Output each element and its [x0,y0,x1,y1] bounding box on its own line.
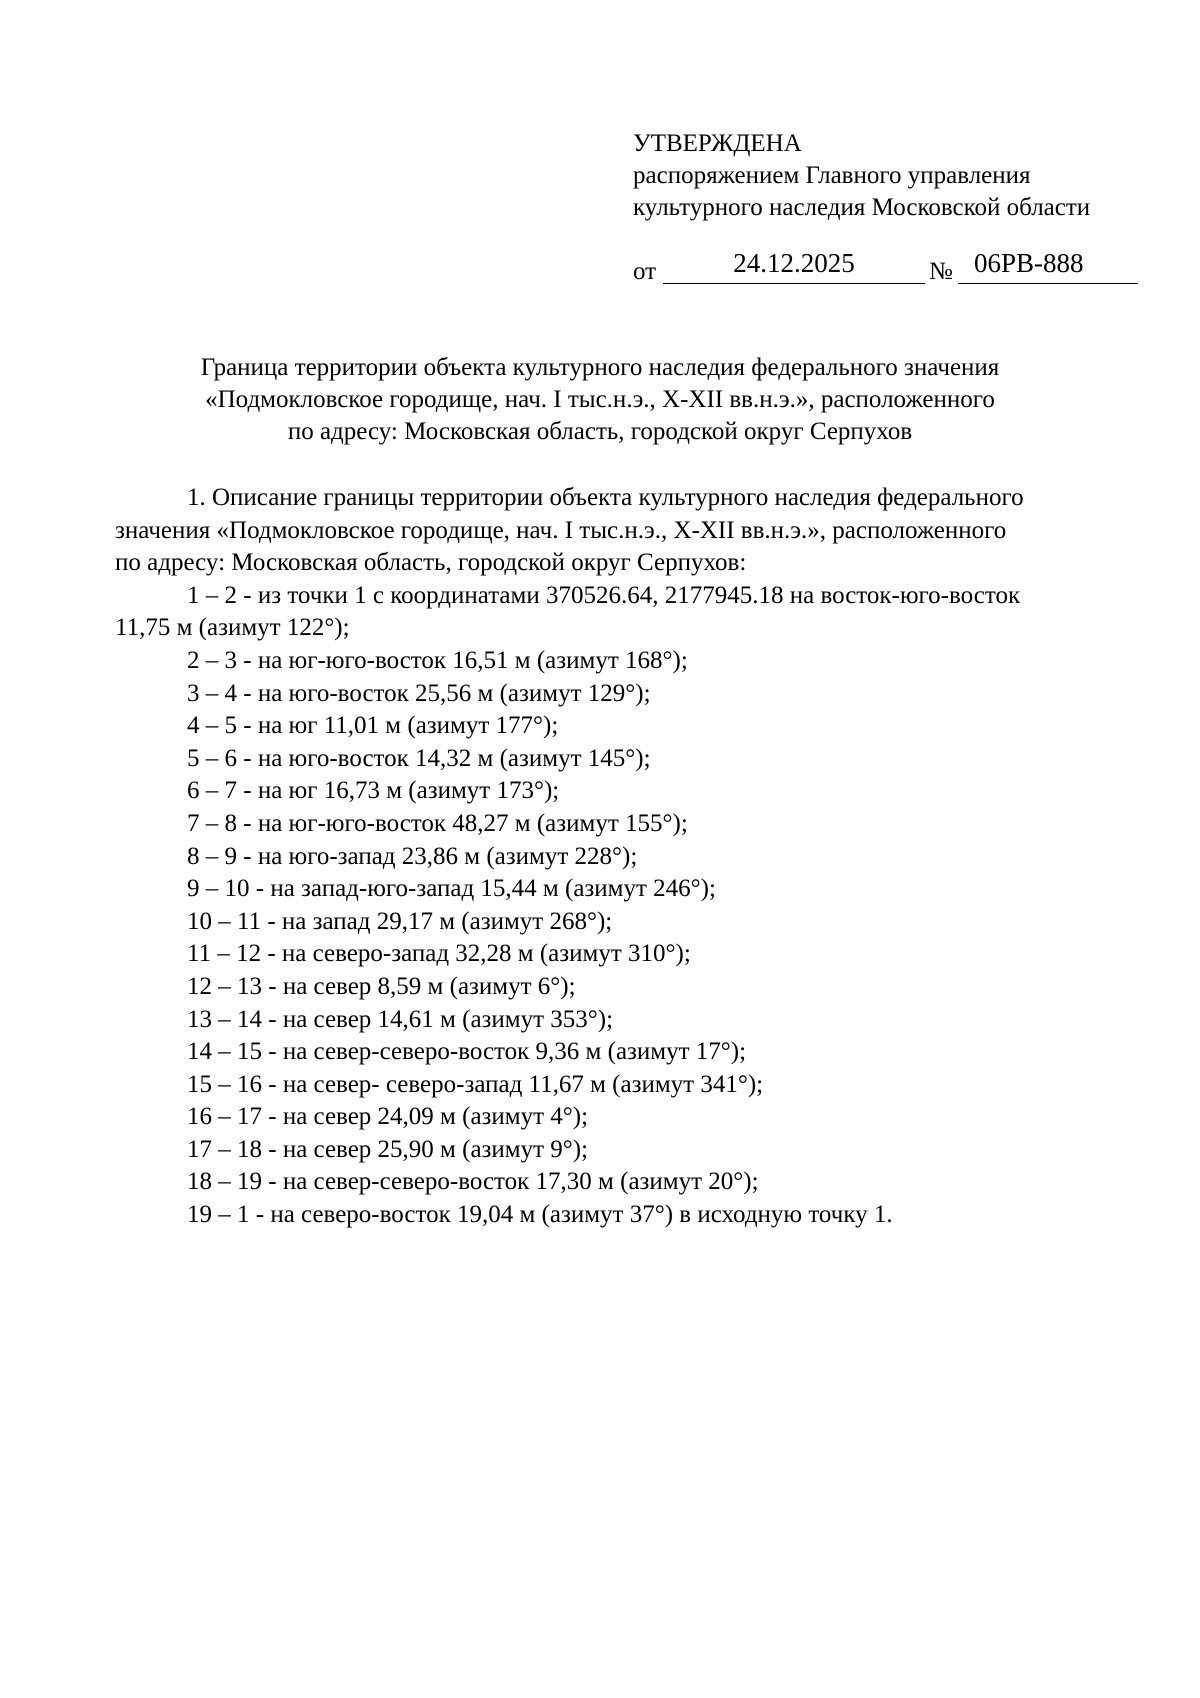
segment-line: 16 – 17 - на север 24,09 м (азимут 4°); [187,1103,589,1131]
segment-line: 10 – 11 - на запад 29,17 м (азимут 268°); [187,907,613,935]
segment-line: 14 – 15 - на север-северо-восток 9,36 м (азимут 17°); [187,1038,747,1066]
boundary-description [115,482,1150,1232]
segment-line: 5 – 6 - на юго-восток 14,32 м (азимут 145°); [187,744,651,772]
approval-authority-line: культурного наследия Московской области [633,194,1091,221]
section-intro-line: по адресу: Московская область, городской округ Серпухов: [115,549,747,577]
segment-line: 1 – 2 - из точки 1 с координатами 370526.64, 2177945.18 на восток-юго-восток [187,581,1021,609]
segment-line: 2 – 3 - на юг-юго-восток 16,51 м (азимут 168°); [187,646,688,674]
segment-line: 11,75 м (азимут 122°); [115,614,350,642]
approval-stamp [633,128,1153,224]
title-line: «Подмокловское городище, нач. I тыс.н.э., X-XII вв.н.э.», расположенного [205,386,995,413]
segment-line: 9 – 10 - на запад-юго-запад 15,44 м (азимут 246°); [187,875,716,903]
approval-heading: УТВЕРЖДЕНА [633,130,802,157]
number-field [958,248,1138,284]
date-prefix-label: от [633,258,657,285]
approval-number: 06РВ-888 [974,248,1084,278]
segment-line: 3 – 4 - на юго-восток 25,56 м (азимут 129°); [187,679,651,707]
segment-line: 11 – 12 - на северо-запад 32,28 м (азимут 310°); [187,940,691,968]
section-intro-line: 1. Описание границы территории объекта культурного наследия федерального [187,484,1024,511]
approval-date: 24.12.2025 [733,248,855,278]
approval-date-number [633,248,1138,288]
segment-line: 18 – 19 - на север-северо-восток 17,30 м (азимут 20°); [187,1168,759,1196]
approval-authority-line: распоряжением Главного управления [633,162,1031,189]
title-line: по адресу: Московская область, городской округ Серпухов [287,418,913,445]
segment-line: 7 – 8 - на юг-юго-восток 48,27 м (азимут 155°); [187,809,688,837]
segment-line: 17 – 18 - на север 25,90 м (азимут 9°); [187,1135,589,1163]
title-line: Граница территории объекта культурного наследия федерального значения [200,354,1000,381]
segment-line: 13 – 14 - на север 14,61 м (азимут 353°); [187,1005,614,1033]
date-field [663,248,925,284]
number-sign-label: № [929,258,953,285]
document-title [100,352,1100,448]
segment-line: 8 – 9 - на юго-запад 23,86 м (азимут 228°); [187,842,638,870]
segment-line: 15 – 16 - на север- северо-запад 11,67 м (азимут 341°); [187,1070,764,1098]
section-intro-line: значения «Подмокловское городище, нач. I тыс.н.э., X-XII вв.н.э.», расположенного [115,516,1007,544]
segment-line: 12 – 13 - на север 8,59 м (азимут 6°); [187,972,576,1000]
segment-line: 4 – 5 - на юг 11,01 м (азимут 177°); [187,712,559,740]
segment-line: 19 – 1 - на северо-восток 19,04 м (азимут 37°) в исходную точку 1. [187,1201,893,1229]
segment-line: 6 – 7 - на юг 16,73 м (азимут 173°); [187,777,560,805]
